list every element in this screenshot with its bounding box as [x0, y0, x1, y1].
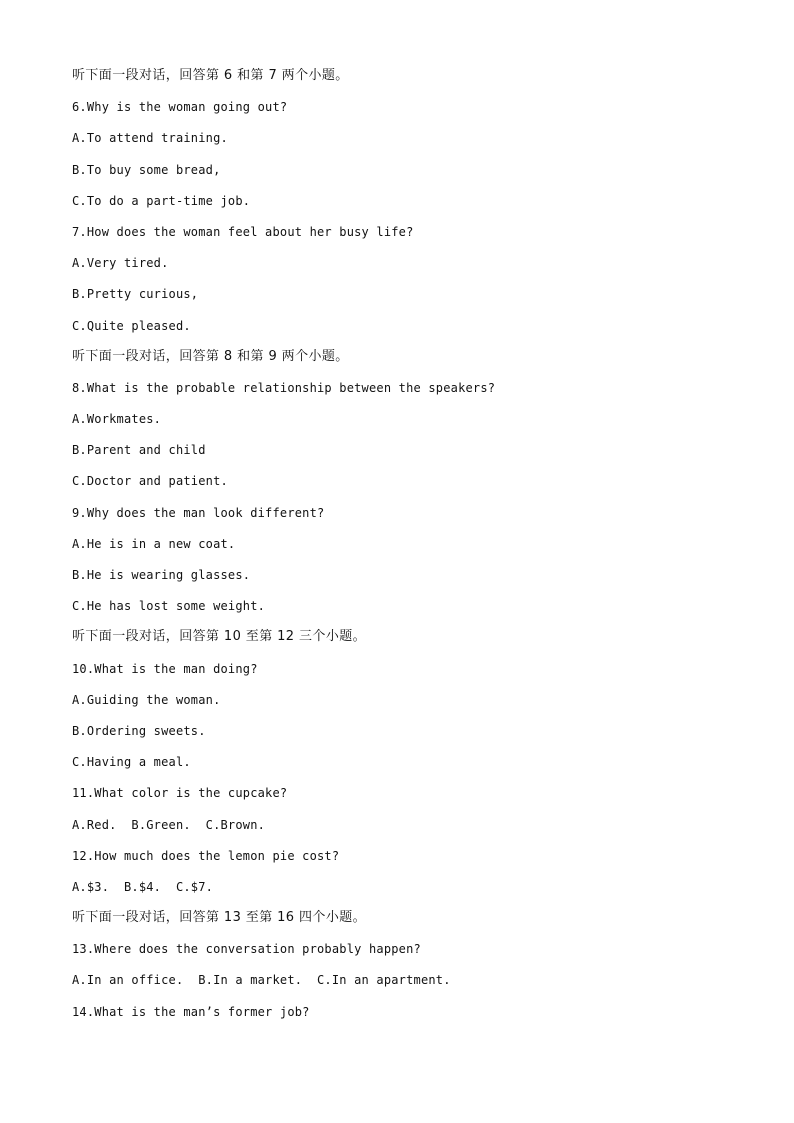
document-page	[72, 66, 752, 1033]
option-6b: B.To buy some bread,	[72, 162, 221, 177]
question-12: 12.How much does the lemon pie cost?	[72, 848, 340, 863]
option-7b: B.Pretty curious,	[72, 287, 199, 302]
question-6: 6.Why is the woman going out?	[72, 100, 288, 115]
option-10a: A.Guiding the woman.	[72, 692, 221, 707]
options-11: A.Red. B.Green. C.Brown.	[72, 817, 266, 832]
option-7c: C.Quite pleased.	[72, 318, 191, 333]
option-9c: C.He has lost some weight.	[72, 599, 266, 614]
option-10b: B.Ordering sweets.	[72, 723, 206, 738]
option-8c: C.Doctor and patient.	[72, 474, 228, 489]
option-9b: B.He is wearing glasses.	[72, 568, 251, 582]
question-13: 13.Where does the conversation probably happen?	[72, 942, 421, 957]
section-heading: 听下面一段对话，回答第 8 和第 9 两个小题。	[72, 348, 349, 364]
section-heading: 听下面一段对话，回答第 13 至第 16 四个小题。	[72, 910, 367, 926]
question-7: 7.How does the woman feel about her busy life?	[72, 224, 414, 239]
section-heading: 听下面一段对话，回答第 6 和第 7 两个小题。	[72, 68, 349, 83]
option-10c: C.Having a meal.	[72, 755, 191, 770]
option-9a: A.He is in a new coat.	[72, 536, 236, 551]
options-13: A.In an office. B.In a market. C.In an apartment.	[72, 973, 451, 988]
option-7a: A.Very tired.	[72, 256, 169, 271]
option-8a: A.Workmates.	[72, 412, 162, 427]
section-heading: 听下面一段对话，回答第 10 至第 12 三个小题。	[72, 629, 367, 645]
option-6a: A.To attend training.	[72, 131, 228, 146]
question-9: 9.Why does the man look different?	[72, 505, 325, 520]
option-8b: B.Parent and child	[72, 443, 206, 458]
question-14: 14.What is the man’s former job?	[72, 1004, 310, 1019]
options-12: A.$3. B.$4. C.$7.	[72, 879, 214, 894]
question-11: 11.What color is the cupcake?	[72, 786, 288, 801]
question-10: 10.What is the man doing?	[72, 661, 258, 676]
option-6c: C.To do a part-time job.	[72, 193, 251, 208]
question-8: 8.What is the probable relationship between the speakers?	[72, 380, 496, 395]
